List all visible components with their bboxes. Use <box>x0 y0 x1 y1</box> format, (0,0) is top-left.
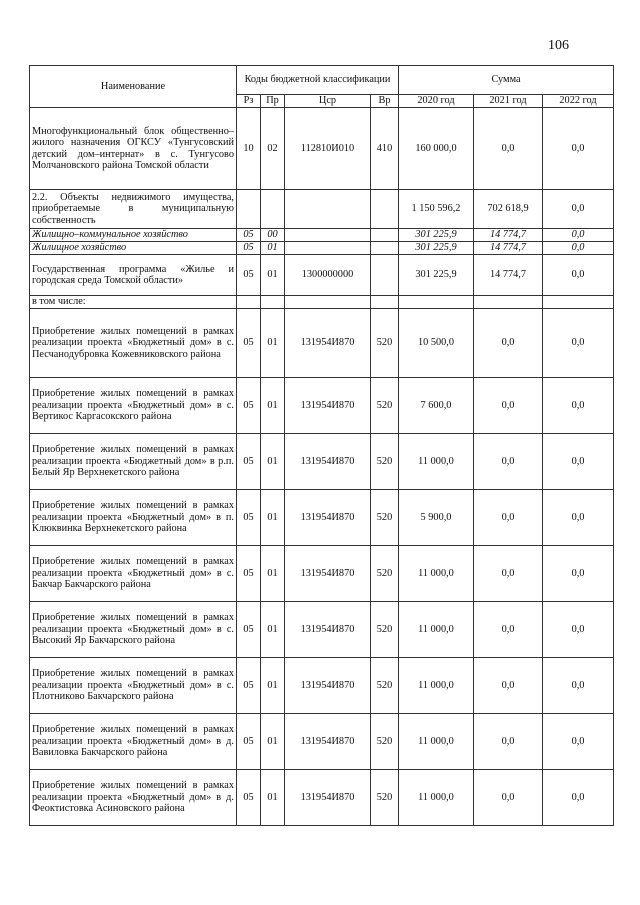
cell-vr: 410 <box>371 108 399 190</box>
cell-vr <box>371 255 399 296</box>
cell-rz: 05 <box>237 714 261 770</box>
cell-vr <box>371 296 399 309</box>
cell-y2022: 0,0 <box>543 546 614 602</box>
cell-rz: 05 <box>237 378 261 434</box>
table-row <box>30 658 614 714</box>
cell-y2021: 0,0 <box>474 434 543 490</box>
cell-csr <box>285 229 371 242</box>
cell-y2022: 0,0 <box>543 658 614 714</box>
table-row <box>30 770 614 826</box>
cell-rz: 05 <box>237 658 261 714</box>
cell-rz: 05 <box>237 490 261 546</box>
cell-vr: 520 <box>371 309 399 378</box>
cell-vr: 520 <box>371 378 399 434</box>
cell-vr: 520 <box>371 658 399 714</box>
cell-csr: 112810И010 <box>285 108 371 190</box>
cell-y2022 <box>543 296 614 309</box>
cell-pr: 01 <box>261 434 285 490</box>
cell-y2020: 10 500,0 <box>399 309 474 378</box>
cell-vr <box>371 190 399 229</box>
header-pr: Пр <box>261 95 285 108</box>
cell-name: Жилищное хозяйство <box>30 242 237 255</box>
table-row <box>30 190 614 229</box>
cell-y2020: 301 225,9 <box>399 229 474 242</box>
table-body <box>30 108 614 826</box>
cell-y2020: 11 000,0 <box>399 714 474 770</box>
cell-pr: 01 <box>261 714 285 770</box>
cell-name: 2.2. Объекты недвижимого имущества, приобретаемые в муниципальную собственность <box>30 190 237 229</box>
cell-vr <box>371 229 399 242</box>
cell-pr <box>261 296 285 309</box>
cell-y2021: 702 618,9 <box>474 190 543 229</box>
cell-name: Многофункциональный блок общественно–жилого назначения ОГКСУ «Тунгусовский детский дом–интернат» в с. Тунгусово Молчановского района Томской области <box>30 108 237 190</box>
cell-rz <box>237 296 261 309</box>
header-2020: 2020 год <box>399 95 474 108</box>
cell-pr: 01 <box>261 602 285 658</box>
cell-y2022: 0,0 <box>543 229 614 242</box>
cell-rz: 05 <box>237 255 261 296</box>
table-row <box>30 108 614 190</box>
cell-vr <box>371 242 399 255</box>
cell-name: Государственная программа «Жилье и городская среда Томской области» <box>30 255 237 296</box>
cell-y2020: 160 000,0 <box>399 108 474 190</box>
cell-pr: 01 <box>261 770 285 826</box>
cell-csr: 131954И870 <box>285 378 371 434</box>
cell-csr: 131954И870 <box>285 309 371 378</box>
header-2021: 2021 год <box>474 95 543 108</box>
cell-y2022: 0,0 <box>543 434 614 490</box>
cell-vr: 520 <box>371 770 399 826</box>
header-name: Наименование <box>30 66 237 108</box>
cell-vr: 520 <box>371 490 399 546</box>
cell-y2021 <box>474 296 543 309</box>
header-rz: Рз <box>237 95 261 108</box>
table-row <box>30 490 614 546</box>
cell-pr: 01 <box>261 490 285 546</box>
cell-y2022: 0,0 <box>543 190 614 229</box>
table-row <box>30 255 614 296</box>
cell-y2020: 11 000,0 <box>399 770 474 826</box>
cell-y2021: 0,0 <box>474 490 543 546</box>
cell-y2022: 0,0 <box>543 714 614 770</box>
budget-table <box>29 65 614 826</box>
table-row <box>30 434 614 490</box>
cell-y2021: 14 774,7 <box>474 255 543 296</box>
cell-name: Приобретение жилых помещений в рамках реализации проекта «Бюджетный дом» в с. Песчанодубровка Кожевниковского района <box>30 309 237 378</box>
cell-csr: 131954И870 <box>285 546 371 602</box>
cell-rz: 05 <box>237 602 261 658</box>
cell-vr: 520 <box>371 434 399 490</box>
cell-csr <box>285 242 371 255</box>
cell-y2020: 11 000,0 <box>399 602 474 658</box>
cell-rz: 05 <box>237 309 261 378</box>
cell-pr: 01 <box>261 546 285 602</box>
cell-name: Приобретение жилых помещений в рамках реализации проекта «Бюджетный дом» в р.п. Белый Яр Верхнекетского района <box>30 434 237 490</box>
cell-y2022: 0,0 <box>543 309 614 378</box>
cell-csr: 131954И870 <box>285 490 371 546</box>
cell-name: Приобретение жилых помещений в рамках реализации проекта «Бюджетный дом» в с. Плотниково Бакчарского района <box>30 658 237 714</box>
cell-rz: 05 <box>237 546 261 602</box>
cell-vr: 520 <box>371 602 399 658</box>
cell-y2022: 0,0 <box>543 378 614 434</box>
cell-y2022: 0,0 <box>543 255 614 296</box>
cell-rz <box>237 190 261 229</box>
cell-y2020: 5 900,0 <box>399 490 474 546</box>
cell-name: Приобретение жилых помещений в рамках реализации проекта «Бюджетный дом» в с. Вертикос Каргасокского района <box>30 378 237 434</box>
cell-y2022: 0,0 <box>543 602 614 658</box>
cell-y2021: 0,0 <box>474 658 543 714</box>
table-row <box>30 309 614 378</box>
cell-y2020: 301 225,9 <box>399 255 474 296</box>
cell-pr: 02 <box>261 108 285 190</box>
cell-name: Приобретение жилых помещений в рамках реализации проекта «Бюджетный дом» в д. Феоктистовка Асиновского района <box>30 770 237 826</box>
cell-y2020: 1 150 596,2 <box>399 190 474 229</box>
cell-y2020: 7 600,0 <box>399 378 474 434</box>
cell-y2022: 0,0 <box>543 242 614 255</box>
cell-y2021: 0,0 <box>474 770 543 826</box>
table-row <box>30 229 614 242</box>
cell-name: в том числе: <box>30 296 237 309</box>
cell-rz: 05 <box>237 242 261 255</box>
cell-y2020: 11 000,0 <box>399 658 474 714</box>
cell-csr: 1300000000 <box>285 255 371 296</box>
table-row <box>30 378 614 434</box>
header-vr: Вр <box>371 95 399 108</box>
cell-y2021: 14 774,7 <box>474 242 543 255</box>
table-row <box>30 546 614 602</box>
cell-pr: 01 <box>261 255 285 296</box>
table-row <box>30 602 614 658</box>
cell-y2020: 301 225,9 <box>399 242 474 255</box>
cell-csr: 131954И870 <box>285 434 371 490</box>
cell-vr: 520 <box>371 714 399 770</box>
cell-name: Приобретение жилых помещений в рамках реализации проекта «Бюджетный дом» в д. Вавиловка Бакчарского района <box>30 714 237 770</box>
cell-rz: 05 <box>237 434 261 490</box>
cell-pr <box>261 190 285 229</box>
header-row-top <box>30 66 614 95</box>
cell-y2021: 14 774,7 <box>474 229 543 242</box>
page-number: 106 <box>548 38 569 53</box>
cell-y2021: 0,0 <box>474 378 543 434</box>
cell-y2022: 0,0 <box>543 108 614 190</box>
cell-pr: 01 <box>261 378 285 434</box>
cell-pr: 01 <box>261 658 285 714</box>
cell-csr <box>285 296 371 309</box>
cell-rz: 05 <box>237 770 261 826</box>
cell-name: Жилищно–коммунальное хозяйство <box>30 229 237 242</box>
cell-y2021: 0,0 <box>474 602 543 658</box>
cell-y2022: 0,0 <box>543 770 614 826</box>
header-sum: Сумма <box>399 66 614 95</box>
cell-y2020: 11 000,0 <box>399 434 474 490</box>
table-row <box>30 714 614 770</box>
cell-y2022: 0,0 <box>543 490 614 546</box>
cell-name: Приобретение жилых помещений в рамках реализации проекта «Бюджетный дом» в п. Клюквинка Верхнекетского района <box>30 490 237 546</box>
cell-y2020 <box>399 296 474 309</box>
cell-y2021: 0,0 <box>474 546 543 602</box>
cell-y2021: 0,0 <box>474 108 543 190</box>
header-codes: Коды бюджетной классификации <box>237 66 399 95</box>
cell-csr: 131954И870 <box>285 658 371 714</box>
cell-pr: 00 <box>261 229 285 242</box>
cell-y2021: 0,0 <box>474 309 543 378</box>
cell-csr: 131954И870 <box>285 770 371 826</box>
cell-name: Приобретение жилых помещений в рамках реализации проекта «Бюджетный дом» в с. Бакчар Бакчарского района <box>30 546 237 602</box>
header-csr: Цср <box>285 95 371 108</box>
cell-csr: 131954И870 <box>285 602 371 658</box>
table-row <box>30 242 614 255</box>
cell-y2020: 11 000,0 <box>399 546 474 602</box>
header-2022: 2022 год <box>543 95 614 108</box>
cell-pr: 01 <box>261 242 285 255</box>
table-row <box>30 296 614 309</box>
cell-y2021: 0,0 <box>474 714 543 770</box>
cell-pr: 01 <box>261 309 285 378</box>
cell-rz: 05 <box>237 229 261 242</box>
cell-csr <box>285 190 371 229</box>
cell-csr: 131954И870 <box>285 714 371 770</box>
cell-vr: 520 <box>371 546 399 602</box>
cell-rz: 10 <box>237 108 261 190</box>
cell-name: Приобретение жилых помещений в рамках реализации проекта «Бюджетный дом» в с. Высокий Яр Бакчарского района <box>30 602 237 658</box>
